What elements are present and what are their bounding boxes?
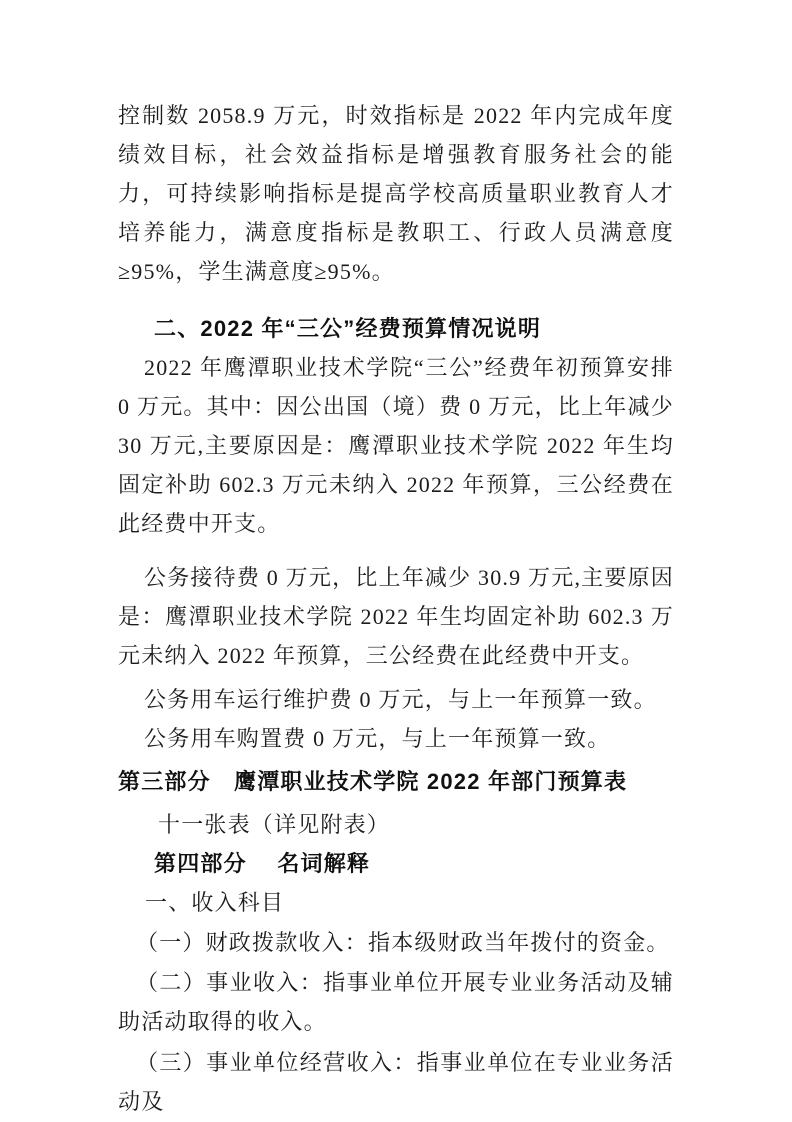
part-three-heading: 第三部分 鹰潭职业技术学院 2022 年部门预算表 [118,769,628,794]
official-reception-paragraph: 公务接待费 0 万元，比上年减少 30.9 万元,主要原因是：鹰潭职业技术学院 2022 年生均固定补助 602.3 万元未纳入 2022 年预算，三公经费在此经费中开支。 [118,565,674,668]
performance-indicators-paragraph: 控制数 2058.9 万元，时效指标是 2022 年内完成年度绩效目标，社会效益指标是增强教育服务社会的能力，可持续影响指标是提高学校高质量职业教育人才培养能力，满意度指标是教职工、行政人员满意度≥95%，学生满意度≥95%。 [118,103,674,284]
vehicle-purchase-paragraph: 公务用车购置费 0 万元，与上一年预算一致。 [144,726,611,751]
part-four-heading: 第四部分 名词解释 [154,851,371,876]
fiscal-appropriation-definition: （一）财政拨款收入：指本级财政当年拨付的资金。 [136,930,670,955]
three-public-budget-paragraph: 2022 年鹰潭职业技术学院“三公”经费年初预算安排 0 万元。其中：因公出国（境）费 0 万元，比上年减少 30 万元,主要原因是：鹰潭职业技术学院 2022 年生均固定补助 602.3 万元未纳入 2022 年预算，三公经费在此经费中开支。 [118,355,674,536]
attached-tables-note: 十一张表（详见附表） [158,812,391,837]
income-subjects-heading: 一、收入科目 [145,890,285,915]
vehicle-maintenance-paragraph: 公务用车运行维护费 0 万元，与上一年预算一致。 [144,687,657,712]
section-two-heading: 二、2022 年“三公”经费预算情况说明 [154,316,542,341]
business-operation-income-definition: （三）事业单位经营收入：指事业单位在专业业务活动及 [118,1050,674,1114]
business-income-definition: （二）事业收入：指事业单位开展专业业务活动及辅助活动取得的收入。 [118,970,674,1034]
